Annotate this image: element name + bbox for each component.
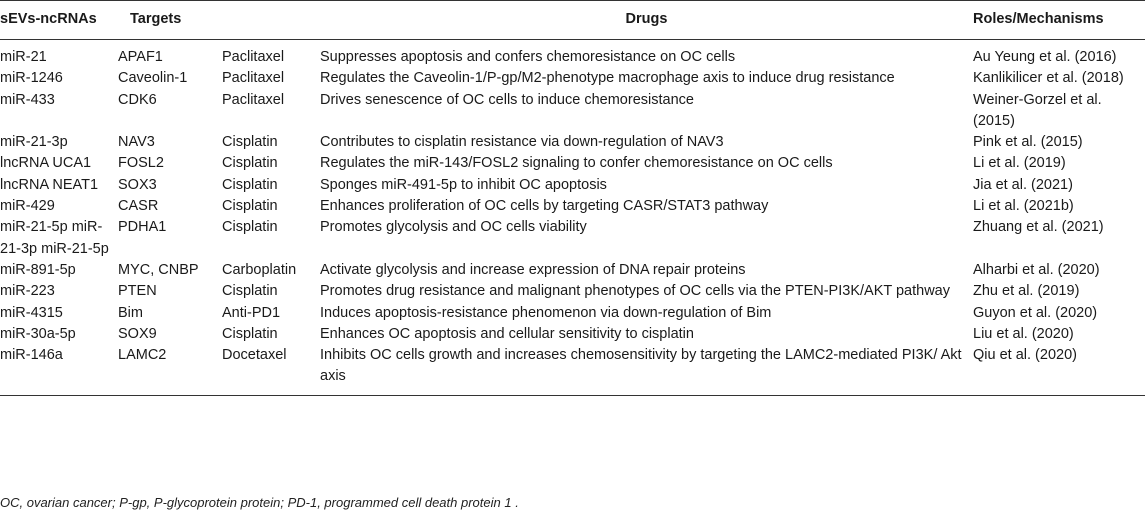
- cell-ref: Li et al. (2021b): [973, 198, 1074, 215]
- cell-ref: Weiner-Gorzel et al. (2015): [973, 91, 1102, 129]
- cell-role: Regulates the miR-143/FOSL2 signaling to confer chemoresistance on OC cells: [320, 155, 833, 172]
- cell-drug: Paclitaxel: [222, 91, 285, 108]
- cell-ref: Liu et al. (2020): [973, 325, 1074, 342]
- cell-target: SOX3: [118, 176, 157, 193]
- cell-target: Caveolin-1: [118, 70, 188, 87]
- header-drugs: Drugs: [320, 1, 973, 40]
- cell-ncrna: lncRNA NEAT1: [0, 176, 99, 193]
- cell-drug: Paclitaxel: [222, 49, 285, 65]
- header-targets: Targets: [118, 1, 320, 40]
- cell-role: Sponges miR-491-5p to inhibit OC apoptosis: [320, 176, 607, 193]
- cell-ref: Au Yeung et al. (2016): [973, 49, 1117, 65]
- table-row: [0, 281, 1145, 302]
- cell-ref: Zhuang et al. (2021): [973, 219, 1104, 236]
- cell-ncrna: miR-4315: [0, 304, 63, 321]
- cell-ncrna: miR-30a-5p: [0, 325, 76, 342]
- cell-target: SOX9: [118, 325, 157, 342]
- cell-role: Promotes glycolysis and OC cells viability: [320, 219, 587, 236]
- cell-drug: Cisplatin: [222, 219, 278, 236]
- table-row: [0, 303, 1145, 324]
- cell-ref: Pink et al. (2015): [973, 134, 1083, 151]
- cell-target: LAMC2: [118, 345, 222, 395]
- cell-ncrna: miR-1246: [0, 70, 63, 87]
- table-row: [0, 324, 1145, 345]
- cell-ref: Kanlikilicer et al. (2018): [973, 70, 1124, 87]
- cell-role: Suppresses apoptosis and confers chemoresistance on OC cells: [320, 49, 736, 65]
- cell-role: Promotes drug resistance and malignant phenotypes of OC cells via the PTEN-PI3K/AKT pathway: [320, 283, 950, 300]
- cell-role: Inhibits OC cells growth and increases chemosensitivity by targeting the LAMC2-mediated PI3K/ Akt axis: [320, 345, 973, 395]
- cell-ref: Li et al. (2019): [973, 155, 1066, 172]
- cell-role: Induces apoptosis-resistance phenomenon via down-regulation of Bim: [320, 304, 772, 321]
- footnote: OC, ovarian cancer; P-gp, P-glycoprotein protein; PD-1, programmed cell death protein 1 .: [0, 495, 519, 510]
- cell-drug: Carboplatin: [222, 261, 297, 278]
- cell-ncrna: miR-146a: [0, 345, 118, 395]
- cell-ncrna: miR-429: [0, 198, 55, 215]
- table-row: [0, 217, 1145, 260]
- cell-drug: Cisplatin: [222, 155, 278, 172]
- cell-target: APAF1: [118, 49, 163, 65]
- cell-ncrna: miR-21: [0, 49, 47, 65]
- cell-target: PDHA1: [118, 219, 167, 236]
- cell-role: Enhances proliferation of OC cells by targeting CASR/STAT3 pathway: [320, 198, 769, 215]
- table-row: [0, 175, 1145, 196]
- header-ncrnas: sEVs-ncRNAs: [0, 1, 118, 40]
- cell-drug: Cisplatin: [222, 283, 278, 300]
- cell-drug: Cisplatin: [222, 325, 278, 342]
- cell-role: Regulates the Caveolin-1/P-gp/M2-phenotype macrophage axis to induce drug resistance: [320, 70, 895, 87]
- cell-target: FOSL2: [118, 155, 164, 172]
- cell-ref: Alharbi et al. (2020): [973, 261, 1100, 278]
- table-body: [0, 40, 1145, 396]
- cell-ref: Jia et al. (2021): [973, 176, 1073, 193]
- cell-ncrna: miR-223: [0, 283, 55, 300]
- cell-role: Contributes to cisplatin resistance via down-regulation of NAV3: [320, 134, 724, 151]
- cell-role: Drives senescence of OC cells to induce chemoresistance: [320, 91, 694, 108]
- cell-target: CASR: [118, 198, 159, 215]
- cell-ref: Qiu et al. (2020): [973, 345, 1145, 395]
- cell-ncrna: miR-891-5p: [0, 261, 76, 278]
- table-row: [0, 345, 1145, 395]
- cell-drug: Cisplatin: [222, 198, 278, 215]
- cell-drug: Cisplatin: [222, 134, 278, 151]
- cell-target: PTEN: [118, 283, 157, 300]
- cell-target: Bim: [118, 304, 143, 321]
- cell-target: MYC, CNBP: [118, 261, 199, 278]
- cell-ncrna: miR-433: [0, 91, 55, 108]
- cell-drug: Cisplatin: [222, 176, 278, 193]
- header-row: [0, 1, 1145, 40]
- table-row: [0, 196, 1145, 217]
- table-row: [0, 90, 1145, 133]
- cell-drug: Paclitaxel: [222, 70, 285, 87]
- table-row: [0, 68, 1145, 89]
- cell-ncrna: miR-21-5p miR-21-3p miR-21-5p: [0, 219, 109, 257]
- cell-drug: Anti-PD1: [222, 304, 281, 321]
- table-row: [0, 40, 1145, 69]
- table-row: [0, 153, 1145, 174]
- header-roles: Roles/Mechanisms: [973, 1, 1145, 40]
- table-row: [0, 132, 1145, 153]
- cell-target: CDK6: [118, 91, 157, 108]
- cell-ncrna: lncRNA UCA1: [0, 155, 92, 172]
- cell-ref: Zhu et al. (2019): [973, 283, 1080, 300]
- cell-ncrna: miR-21-3p: [0, 134, 68, 151]
- cell-role: Enhances OC apoptosis and cellular sensitivity to cisplatin: [320, 325, 694, 342]
- cell-target: NAV3: [118, 134, 155, 151]
- cell-role: Activate glycolysis and increase expression of DNA repair proteins: [320, 261, 746, 278]
- cell-ref: Guyon et al. (2020): [973, 304, 1098, 321]
- table-row: [0, 260, 1145, 281]
- cell-drug: Docetaxel: [222, 345, 320, 395]
